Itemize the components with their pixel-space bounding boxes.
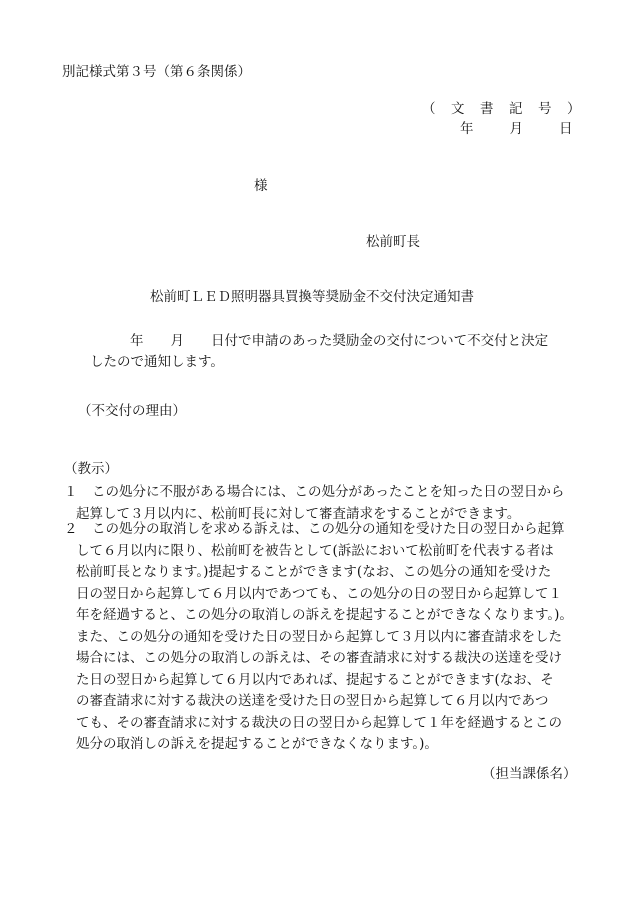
addressee-honorific: 様 <box>254 178 268 194</box>
notice-item-line: して６月以内に限り、松前町を被告として(訴訟において松前町を代表する者は <box>76 542 554 559</box>
notice-item-line: た日の翌日から起算して６月以内であれば、提起することができます(なお、そ <box>76 671 554 688</box>
notice-item-line: この処分に不服がある場合には、この処分があったことを知った日の翌日から <box>92 484 565 500</box>
notice-item-line: 起算して３月以内に、松前町長に対して審査請求をすることができます。 <box>76 505 521 522</box>
notice-item-line: 日の翌日から起算して６月以内であつても、この処分の日の翌日から起算して１ <box>76 585 562 602</box>
notice-item-line: 年を経過すると、この処分の取消しの訴えを提起することができなくなります。)。 <box>76 607 573 623</box>
notice-item-number: １ <box>64 484 78 500</box>
notice-item-2 <box>64 519 574 756</box>
notice-item-line: ても、その審査請求に対する裁決の日の翌日から起算して１年を経過するとこの <box>76 714 562 731</box>
body-line-1: 年 月 日付で申請のあった奨励金の交付について不交付と決定 <box>130 333 549 349</box>
notice-item-line: この処分の取消しを求める訴えは、この処分の通知を受けた日の翌日から起算 <box>92 521 565 537</box>
date-line <box>460 123 573 137</box>
form-label: 別記様式第３号（第６条関係） <box>62 64 251 80</box>
document-title: 松前町ＬＥＤ照明器具買換等奨励金不交付決定通知書 <box>150 289 474 305</box>
notice-heading: （教示） <box>64 461 118 477</box>
contact-department-label: （担当課係名） <box>482 766 577 782</box>
reason-label: （不交付の理由） <box>78 403 186 419</box>
notice-item-line: 松前町長となります。)提起することができます(なお、この処分の通知を受けた <box>76 564 552 580</box>
notification-body <box>90 331 600 373</box>
notice-item-line: 場合には、この処分の取消しの訴えは、その審査請求に対する裁決の送達を受け <box>76 650 562 666</box>
notice-item-line: の審査請求に対する裁決の送達を受けた日の翌日から起算して６月以内であつ <box>76 693 549 709</box>
document-number-placeholder: （ 文 書 記 号 ） <box>422 101 582 117</box>
notice-item-number: ２ <box>64 521 78 537</box>
date-year-label: 年 <box>460 121 474 137</box>
date-day-label: 日 <box>559 121 573 137</box>
notice-item-line: また、この処分の通知を受けた日の翌日から起算して３月以内に審査請求をした <box>76 628 562 645</box>
notice-item-line: 処分の取消しの訴えを提起することができなくなります。)。 <box>76 736 438 752</box>
date-month-label: 月 <box>509 121 523 137</box>
sender-name: 松前町長 <box>366 234 420 250</box>
body-line-2: したので通知します。 <box>90 354 224 370</box>
